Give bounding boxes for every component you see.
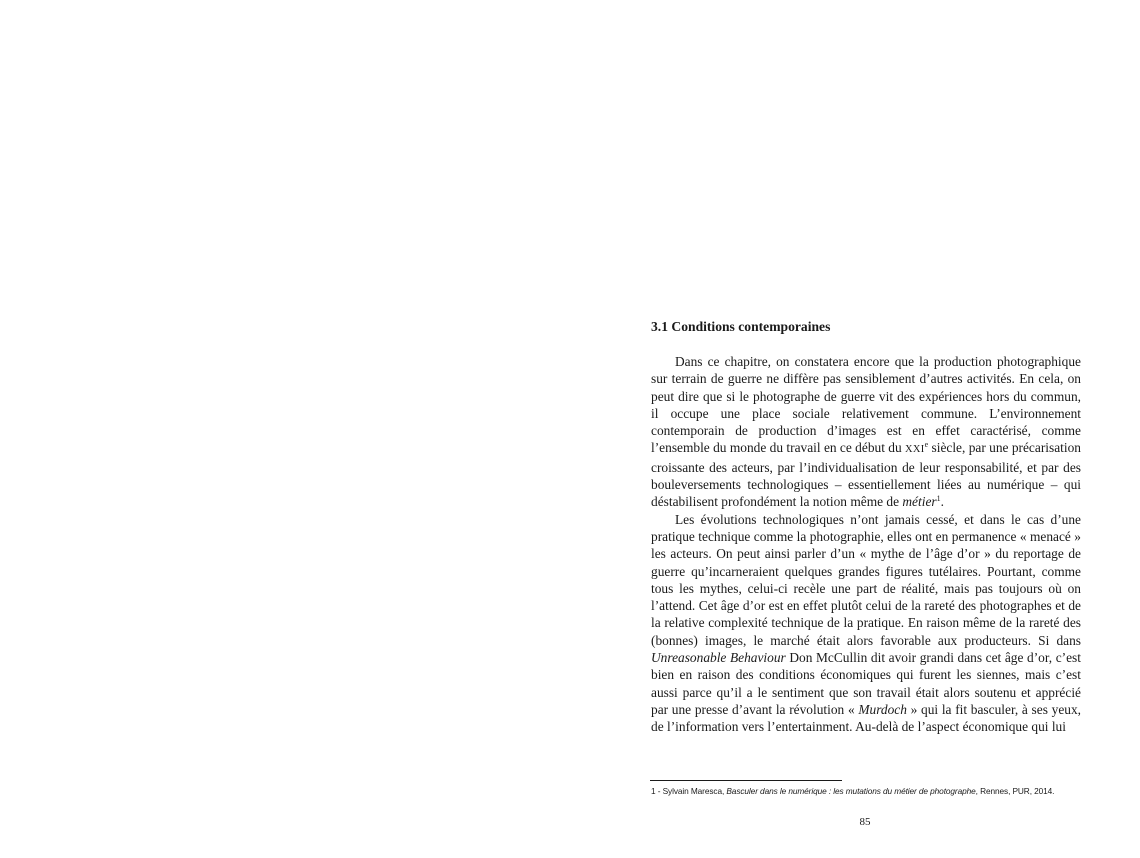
page-number: 85: [859, 816, 871, 828]
paragraph-1-text-b: siècle, par une précarisation croissante des acteurs, par l’individualisation de leur responsabilité, et par des bouleversements technologiques – essentiellement liées au numérique – qui déstabilisent profondément la notion même de: [651, 440, 1081, 510]
footnote-publisher: , Rennes, PUR, 2014.: [975, 786, 1055, 796]
book-title-italic: Unreasonable Behaviour: [651, 650, 786, 666]
footnote-author: - Sylvain Maresca,: [655, 786, 727, 796]
body-text: [651, 318, 1081, 736]
right-page: [570, 0, 1140, 858]
paragraph-2-text-a: Les évolutions technologiques n’ont jamais cessé, et dans le cas d’une pratique technique comme la photographie, elles ont en permanence « menacé » les acteurs. On peut ainsi parler d’un « mythe de l’âge d’or » du reportage de guerre qu’incarneraient quelques grandes figures tutélaires. Pourtant, comme tous les mythes, celui-ci recèle une part de réalité, mais pas toujours où on l’attend. Cet âge d’or est en effet plutôt celui de la rareté des photographes et de la relative complexité technique de la pratique. En raison même de la rareté des (bonnes) images, le marché était alors favorable aux producteurs. Si dans: [651, 511, 1081, 648]
murdoch-italic: Murdoch: [858, 701, 907, 717]
footnote-1: [651, 786, 1091, 797]
paragraph-1-text-a: Dans ce chapitre, on constatera encore que la production photographique sur terrain de guerre ne diffère pas sensiblement d’autres activités. En cela, on peut dire que si le photographe de guerre vit des expériences hors du commun, il occupe une place sociale relativement commune. L’environnement contemporain de production d’images est en effet caractérisé, comme l’ensemble du monde du travail en ce début du: [651, 354, 1081, 456]
footnote-reference[interactable]: 1: [936, 494, 941, 504]
footnote-number: 1: [651, 786, 656, 796]
footnote-divider: [650, 780, 842, 781]
footnote-title: Basculer dans le numérique : les mutations du métier de photographe: [726, 786, 976, 796]
paragraph-2-text-b: Don McCullin dit avoir grandi dans cet âge d’or, c’est bien en raison des conditions économiques qui furent les siennes, mais c’est aussi parce qu’il a le sentiment que son travail était alors soutenu et apprécié par une presse d’avant la révolution «: [651, 650, 1081, 717]
paragraph-2: [651, 511, 1081, 736]
century-roman-numeral: XXI: [905, 444, 925, 456]
metier-italic: métier: [902, 494, 937, 510]
section-heading: 3.1 Conditions contemporaines: [651, 319, 831, 334]
paragraph-1-text-c: .: [940, 494, 944, 510]
century-superscript: e: [924, 440, 929, 450]
paragraph-1: [651, 353, 1081, 511]
paragraph-2-text-c: » qui la fit basculer, à ses yeux, de l’information vers l’entertainment. Au-delà de l’aspect économique qui lui: [651, 701, 1081, 735]
